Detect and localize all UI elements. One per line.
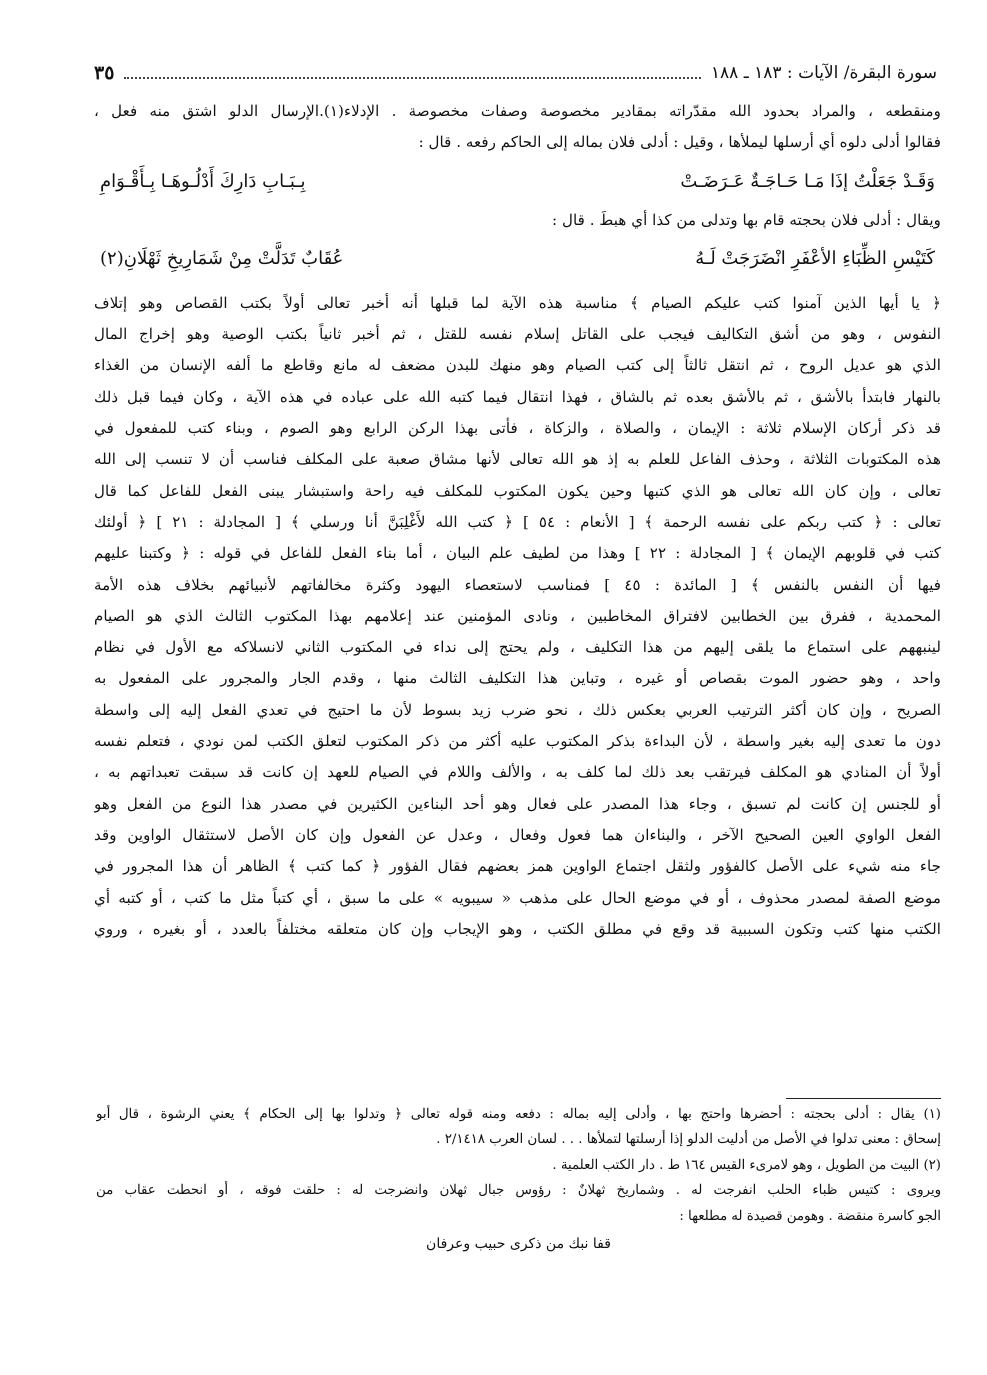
text-line: فقالوا أدلى دلوه أي أرسلها ليملأها ، وقيل : أدلى فلان بماله إلى الحاكم رفعه . قال : bbox=[418, 133, 941, 152]
text-line: المحمدية ، ففرق بين الخطابين لافتراق المخاطبين ، ونادى المؤمنين عند إعلامهم بهذا المكتوب الثالث الذي هو الصيام bbox=[94, 606, 941, 625]
verse-second-hemistich: بِـبَـابِ دَارِكَ أَدْلُـوهَـا بِـأَقْـوَامِ bbox=[100, 170, 306, 192]
footnote-line: الجو كاسرة منقضة . وهومن قصيدة له مطلعها : bbox=[679, 1208, 941, 1224]
text-line: واحد ، وهو حضور الموت بقصاص أو غيره ، وتباين هذا التكليف الثالث منها ، وقدم الجار والمجرور على المفعول به bbox=[94, 669, 941, 688]
text-line: تعالى : ﴿ كتب ربكم على نفسه الرحمة ﴾ [ الأنعام : ٥٤ ] ﴿ كتب الله لأَغْلِبَنَّ أنا ورسلي ﴾ [ المجادلة : ٢١ ] ﴿ أولئك bbox=[94, 512, 941, 531]
footnote-line: (١) يقال : أدلى بحجته : أحضرها واحتج بها ، وأدلى إليه بماله : دفعه ومنه قوله تعالى ﴿ وتدلوا بها إلى الحكام ﴾ يعني الرشوة ، قال أبو bbox=[96, 1107, 941, 1122]
text-line: الفعل الواوي العين الصحيح الآخر ، والبناءان هما فعول وفعال ، وعدل عن الفعول وإن كان الأصل لاستثقال الواوين وقد bbox=[94, 825, 941, 844]
text-line: دون ما تعدى إليه بغير واسطة ، لأن البداءة بذكر المكتوب عليه أكثر من ذكر المكتوب لتعلق الكتب لمن نودي ، فتعلم نفسه bbox=[94, 732, 941, 751]
footnote-line: إسحاق : معنى تدلوا في الأصل من أدليت الدلو إذا أرسلتها لتملأها . . . لسان العرب ٢/١٤١٨ . bbox=[436, 1132, 941, 1148]
text-line: لينبههم على استماع ما يلقى إليهم من هذا التكليف ، ولم يحتج إلى نداء في المكتوب الثاني لانسلاكه مع الأول في نظام bbox=[94, 638, 941, 657]
text-line: ومنقطعه ، والمراد بحدود الله مقدّراته بمقادير مخصوصة وصفات مخصوصة . الإدلاء(١).الإرسال الدلو اشتق منه فعل ، bbox=[94, 102, 941, 120]
page-number: ٣٥ bbox=[94, 62, 115, 84]
text-line: تعالى ، وإن كان الله تعالى هو الذي كتبها وحين يكون المكتوب للمكلف فيه راحة واستبشار يبنى الفعل للفاعل كما قال bbox=[94, 481, 941, 500]
text-line: بالنهار فابتدأ بالأشق ، ثم بالأشق بعده ثم بالشاق ، فهذا انتقال فيما كتبه الله على عباده في هذه الآية ، وكان فيما قبل ذلك bbox=[94, 387, 941, 406]
text-line: الصريح ، وإن كان أكثر الترتيب العربي بعكس ذلك ، نحو ضرب زيد بسوط لأن ما احتيج في تعدي الفعل إليه إلى واسطة bbox=[94, 700, 941, 719]
surah-title: سورة البقرة/ الآيات : ١٨٣ ـ ١٨٨ bbox=[710, 63, 937, 83]
text-line: أولاً أن المنادي هو المكلف فيرتقب بعد ذلك لما كلف به ، والألف واللام في الصيام للعهد إن كانت قد سبقت تعبداتهم به ، bbox=[94, 763, 941, 782]
footnote-line: (٢) البيت من الطويل ، وهو لامرىء القيس ١٦٤ ط . دار الكتب العلمية . bbox=[552, 1157, 941, 1173]
verse-second-hemistich: عُقَابٌ تَدَلَّتْ مِنْ شَمَارِيخِ ثَهْلَانِ(٢) bbox=[100, 247, 344, 269]
text-line: ﴿ يا أيها الذين آمنوا كتب عليكم الصيام ﴾ مناسبة هذه الآية لما قبلها أنه أخبر تعالى أولاً بكتب القصاص وهو إتلاف bbox=[94, 293, 941, 312]
poetry-verse-1 bbox=[94, 159, 941, 205]
text-line: كتب في قلوبهم الإيمان ﴾ [ المجادلة : ٢٢ ] وهذا من لطيف علم البيان ، أما بناء الفعل للفاعل في قوله : ﴿ وكتبنا عليهم bbox=[94, 544, 941, 563]
page-header bbox=[94, 58, 937, 88]
text-line: جاء منه شيء على الأصل كالفؤور ولثقل اجتماع الواوين همز بعضهم فقال الفؤور ﴿ كما كتب ﴾ الظاهر أن هذا المجرور في bbox=[94, 857, 941, 876]
text-line: هذه المكتوبات الثلاثة ، وحذف الفاعل للعلم به إذ هو الله تعالى لأنها مشاق صعبة على المكلف فناسب أن لا تنسب إلى الله bbox=[94, 450, 941, 469]
footnote-separator bbox=[786, 1098, 941, 1099]
text-line: أو للجنس إن كانت لم تسبق ، وجاء هذا المصدر على فعال وهو أحد البناءين الكثيرين في مصدر هذا النوع من الفعل وهو bbox=[94, 794, 941, 813]
poetry-verse-2 bbox=[94, 236, 941, 282]
text-line: الذي هو عديل الروح ، ثم انتقل ثالثاً إلى كتب الصيام وهو منهك للبدن مضعف له مانع وقاطع ما ألفه الإنسان من الغذاء bbox=[94, 356, 941, 375]
verse-first-hemistich: كَتَيْسِ الظِّبَاءِ الأعْفَرِ انْضَرَجَتْ لَـهُ bbox=[695, 247, 935, 269]
text-line: فيها أن النفس بالنفس ﴾ [ المائدة : ٤٥ ] فمناسب لاستعصاء اليهود وكثرة مخالفاتهم لأنبيائهم بخلاف هذه الأمة bbox=[94, 575, 941, 594]
footnote-verse: قفا نبك من ذكرى حبيب وعرفان bbox=[426, 1235, 611, 1252]
text-line: الكتب منها كتب وتكون السببية قد وقع في مطلق الكتب ، وهو الإيجاب وإن كان متعلقه مختلفاً بالعدد ، أو بغيره ، وروي bbox=[94, 919, 941, 938]
footnote-line: ويروى : كتيس ظباء الحلب انفرجت له . وشماريخ ثهلانٌ : رؤوس جبال ثهلان وانضرجت له : حلقت فوقه ، أو انحطت عقاب من bbox=[96, 1183, 941, 1199]
verse-first-hemistich: وَقَـدْ جَعَلْتُ إذَا مَـا حَـاجَـةٌ عَـرَضَـتْ bbox=[680, 170, 935, 192]
footnotes bbox=[96, 1102, 941, 1259]
text-line: ويقال : أدلى فلان بحجته قام بها وتدلى من كذا أي هبطَ . قال : bbox=[552, 210, 941, 229]
header-dotted-rule bbox=[124, 67, 701, 79]
text-line: قد ذكر أركان الإسلام ثلاثة : الإيمان ، والصلاة ، والزكاة ، فأتى بهذا الركن الرابع وهو الصوم ، وبناء كتب للمفعول في bbox=[94, 419, 941, 438]
main-text bbox=[94, 96, 941, 945]
text-line: النفوس ، وهو من أشق التكاليف فيجب على القاتل إسلام نفسه للقتل ، ثم أخبر ثانياً بكتب الوصية وهو إخراج المال bbox=[94, 325, 941, 344]
text-line: موضع الصفة لمصدر محذوف ، أو في موضع الحال على مذهب « سيبويه » على ما سبق ، أي كتباً مثل ما كتب ، أو كتبه أي bbox=[94, 888, 941, 907]
